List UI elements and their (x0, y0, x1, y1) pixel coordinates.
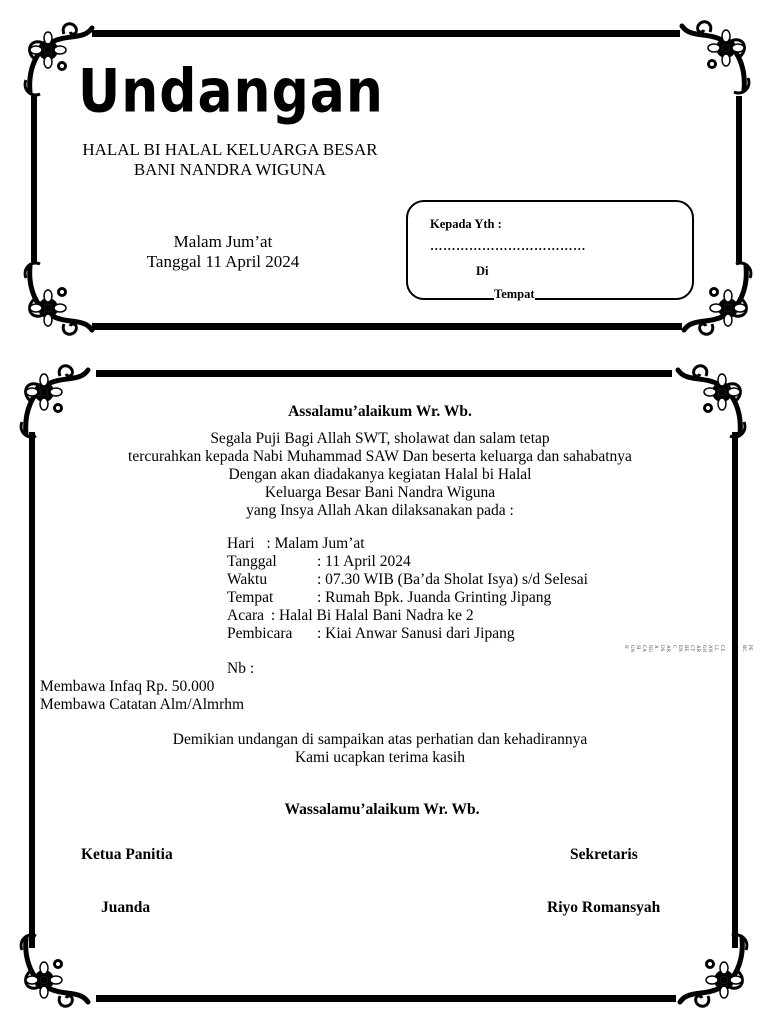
signature-right-role: Sekretaris (570, 846, 638, 863)
frame-left-border (31, 96, 37, 262)
detail-row (227, 625, 292, 643)
frame-left-border (29, 432, 35, 948)
scribble-text: SI (635, 645, 640, 650)
scribble-text: GH (701, 645, 706, 653)
scribble-text: RE (683, 645, 688, 652)
corner-ornament-icon (670, 930, 750, 1010)
scribble-text: GN (629, 645, 634, 653)
detail-value: : 11 April 2024 (317, 553, 411, 570)
detail-label: Tempat (227, 589, 274, 606)
event-day: Malam Jum’at (173, 232, 273, 251)
scribble-text: PE (747, 645, 752, 651)
corner-ornament-icon (22, 258, 102, 338)
detail-value: : Rumah Bpk. Juanda Grinting Jipang (317, 589, 552, 606)
detail-row (227, 589, 273, 607)
event-heading (40, 140, 420, 180)
frame-top-border (92, 30, 680, 37)
detail-label: Acara (227, 607, 264, 624)
detail-label: Tanggal (227, 553, 277, 570)
intro-line: Keluarga Besar Bani Nandra Wiguna (264, 484, 496, 501)
detail-row (227, 607, 474, 625)
scribble-text: CE (719, 645, 724, 652)
scribble-text: LL (713, 645, 718, 652)
address-di: Di (476, 264, 489, 278)
address-dots: ……………………………… (430, 239, 586, 253)
scribble-text: A (653, 645, 658, 649)
intro-line: tercurahkan kepada Nabi Muhammad SAW Dan beserta keluarga dan sahabatnya (128, 448, 632, 465)
closing-line: Demikian undangan di sampaikan atas perhatian dan kehadirannya (172, 731, 588, 748)
frame-right-border (736, 96, 742, 262)
detail-row (227, 535, 365, 553)
address-tempat: Tempat (494, 287, 535, 301)
farewell: Wassalamu’alaikum Wr. Wb. (284, 801, 480, 818)
scribble-text: C (671, 645, 676, 649)
address-to-label: Kepada Yth : (430, 217, 502, 231)
detail-label: Hari (227, 535, 255, 552)
detail-row (227, 553, 277, 571)
scribble-text: DS (659, 645, 664, 652)
corner-ornament-icon (18, 930, 98, 1010)
scribble-text: N (623, 645, 628, 649)
closing-line: Kami ucapkan terima kasih (294, 749, 465, 766)
detail-value: : Malam Jum’at (266, 535, 365, 552)
nb-label: Nb : (227, 660, 255, 677)
intro-line: yang Insya Allah Akan dilaksanakan pada : (246, 502, 514, 519)
event-heading-line1: HALAL BI HALAL KELUARGA BESAR (82, 140, 378, 159)
address-box (406, 200, 694, 300)
scribble-text: RC (741, 645, 746, 652)
corner-ornament-icon (672, 18, 752, 98)
scribble-text: CA (641, 645, 646, 652)
detail-row (227, 571, 267, 589)
signature-left-role: Ketua Panitia (81, 846, 173, 863)
scribble-text: CT (689, 645, 694, 652)
note-item: Membawa Catatan Alm/Almrhm (40, 696, 245, 713)
event-date: Tanggal 11 April 2024 (146, 252, 300, 271)
detail-value: : Kiai Anwar Sanusi dari Jipang (317, 625, 515, 642)
signature-left-name: Juanda (101, 899, 151, 916)
event-date-block (110, 232, 336, 272)
detail-label: Pembicara (227, 625, 293, 642)
scribble-text: NG (647, 645, 652, 653)
detail-label: Waktu (227, 571, 268, 588)
frame-bottom-border (92, 323, 682, 330)
greeting: Assalamu’alaikum Wr. Wb. (288, 403, 472, 420)
note-item: Membawa Infaq Rp. 50.000 (40, 678, 215, 695)
frame-right-border (732, 432, 738, 948)
detail-value: : Halal Bi Halal Bani Nadra ke 2 (270, 607, 474, 624)
invitation-title: Undangan (78, 57, 384, 127)
signature-right-name: Riyo Romansyah (547, 899, 661, 916)
frame-top-border (96, 370, 672, 377)
scribble-text: EN (677, 645, 682, 652)
frame-bottom-border (96, 995, 676, 1002)
closing-paragraph (80, 731, 680, 767)
scribble-text: AR (695, 645, 700, 652)
intro-paragraph (60, 430, 700, 520)
event-heading-line2: BANI NANDRA WIGUNA (133, 160, 327, 179)
intro-line: Dengan akan diadakanya kegiatan Halal bi Halal (228, 466, 532, 483)
intro-line: Segala Puji Bagi Allah SWT, sholawat dan salam tetap (210, 430, 550, 447)
detail-value: : 07.30 WIB (Ba’da Sholat Isya) s/d Selesai (317, 571, 588, 588)
scribble-text: AN (707, 645, 712, 653)
scribble-text: AR (665, 645, 670, 652)
